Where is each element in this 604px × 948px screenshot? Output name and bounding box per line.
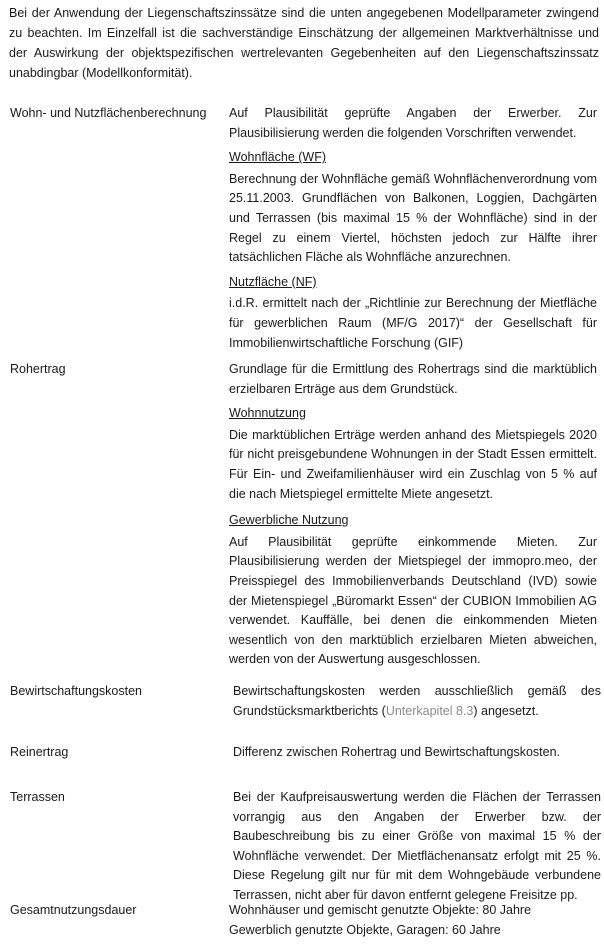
gewerbliche-nutzung-heading: Gewerbliche Nutzung — [229, 513, 349, 528]
wohnflaeche-text: Berechnung der Wohnfläche gemäß Wohnflächenverordnung vom 25.11.2003. Grundflächen von Balkonen, Loggien, Dachgärten und Terrassen (bis maximal 15 % der Wohnfläche) sind in der Regel zu einem Viertel, höchsten jedoch zur Hälfte ihrer tatsächlichen Fläche als Wohnfläche anzurechnen. — [229, 171, 597, 265]
label-flaechenberechnung: Wohn- und Nutzflächenberechnung — [10, 106, 207, 120]
content-terrassen — [233, 788, 601, 906]
label-terrassen: Terrassen — [10, 790, 65, 804]
bewirtschaftungskosten-text: Bewirtschaftungskosten werden ausschließlich gemäß des Grundstücksmarktberichts (Unterkapitel 8.3) angesetzt. — [233, 684, 601, 718]
rohertrag-text: Grundlage für die Ermittlung des Rohertrags sind die marktüblich erzielbaren Erträge aus dem Grundstück. — [229, 362, 597, 396]
terrassen-text: Bei der Kaufpreisauswertung werden die Flächen der Terrassen vorrangig aus den Angaben der Erwerber bzw. der Baubeschreibung bis zu einer Größe von maximal 15 % der Wohnfläche verwendet. Der Mietflächenansatz erfolgt mit 25 %. Diese Regelung gilt nur für mit dem Wohngebäude verbundene Terrassen, nicht aber für davon entfernt gelegene Freisitze pp. — [233, 790, 601, 902]
content-rohertrag — [229, 360, 597, 670]
flaechen-text: Auf Plausibilität geprüfte Angaben der Erwerber. Zur Plausibilisierung werden die folgenden Vorschriften verwendet. — [229, 106, 597, 140]
wohnnutzung-text: Die marktüblichen Erträge werden anhand des Mietspiegels 2020 für nicht preisgebundene Wohnungen in der Stadt Essen ermittelt. Für Ein- und Zweifamilienhäuser wird ein Zuschlag von 5 % auf die nach Mietspiegel ermittelte Miete angesetzt. — [229, 427, 597, 501]
intro-paragraph: Bei der Anwendung der Liegenschaftszinssätze sind die unten angegebenen Modellparameter zwingend zu beachten. Im Einzelfall ist die sachverständige Einschätzung der allgemeinen Marktverhältnisse und der Auswirkung der objektspezifischen wertrelevanten Gegebenheiten auf den Liegenschaftszinssatz unabdingbar (Modellkonformität). — [9, 6, 599, 80]
label-gesamtnutzungsdauer: Gesamtnutzungsdauer — [10, 903, 137, 917]
gnd-gewerblich: Gewerblich genutzte Objekte, Garagen: 60 Jahre — [229, 922, 501, 937]
gewerbliche-nutzung-text: Auf Plausibilität geprüfte einkommende Mieten. Zur Plausibilisierung werden der Mietspiegel der immopro.meo, der Preisspiegel des Immobilienverbands Deutschland (IVD) sowie der Mietenspiegel „Büromarkt Essen“ der CUBION Immobilien AG verwendet. Kauffälle, bei denen die einkommenden Mieten wesentlich von den marktüblich erzielbaren Mieten abweichen, werden von der Auswertung ausgeschlossen. — [229, 534, 597, 667]
wohnnutzung-heading: Wohnnutzung — [229, 406, 306, 421]
label-reinertrag: Reinertrag — [10, 745, 69, 759]
content-reinertrag — [233, 743, 601, 763]
unterkapitel-link[interactable]: Unterkapitel 8.3 — [385, 703, 474, 718]
content-flaechenberechnung — [229, 104, 597, 353]
nutzflaeche-text: i.d.R. ermittelt nach der „Richtlinie zur Berechnung der Mietfläche für gewerblichen Raum (MF/G 2017)“ der Gesellschaft für Immobilienwirtschaftliche Forschung (GIF) — [229, 296, 597, 350]
label-rohertrag: Rohertrag — [10, 362, 66, 376]
nutzflaeche-heading: Nutzfläche (NF) — [229, 274, 317, 289]
gnd-wohnhaeuser: Wohnhäuser und gemischt genutzte Objekte: 80 Jahre — [229, 903, 532, 917]
wohnflaeche-heading: Wohnfläche (WF) — [229, 150, 327, 165]
content-bewirtschaftungskosten — [233, 682, 601, 721]
content-gesamtnutzungsdauer — [229, 901, 597, 940]
reinertrag-text: Differenz zwischen Rohertrag und Bewirtschaftungskosten. — [233, 745, 561, 759]
label-bewirtschaftungskosten: Bewirtschaftungskosten — [10, 684, 143, 698]
